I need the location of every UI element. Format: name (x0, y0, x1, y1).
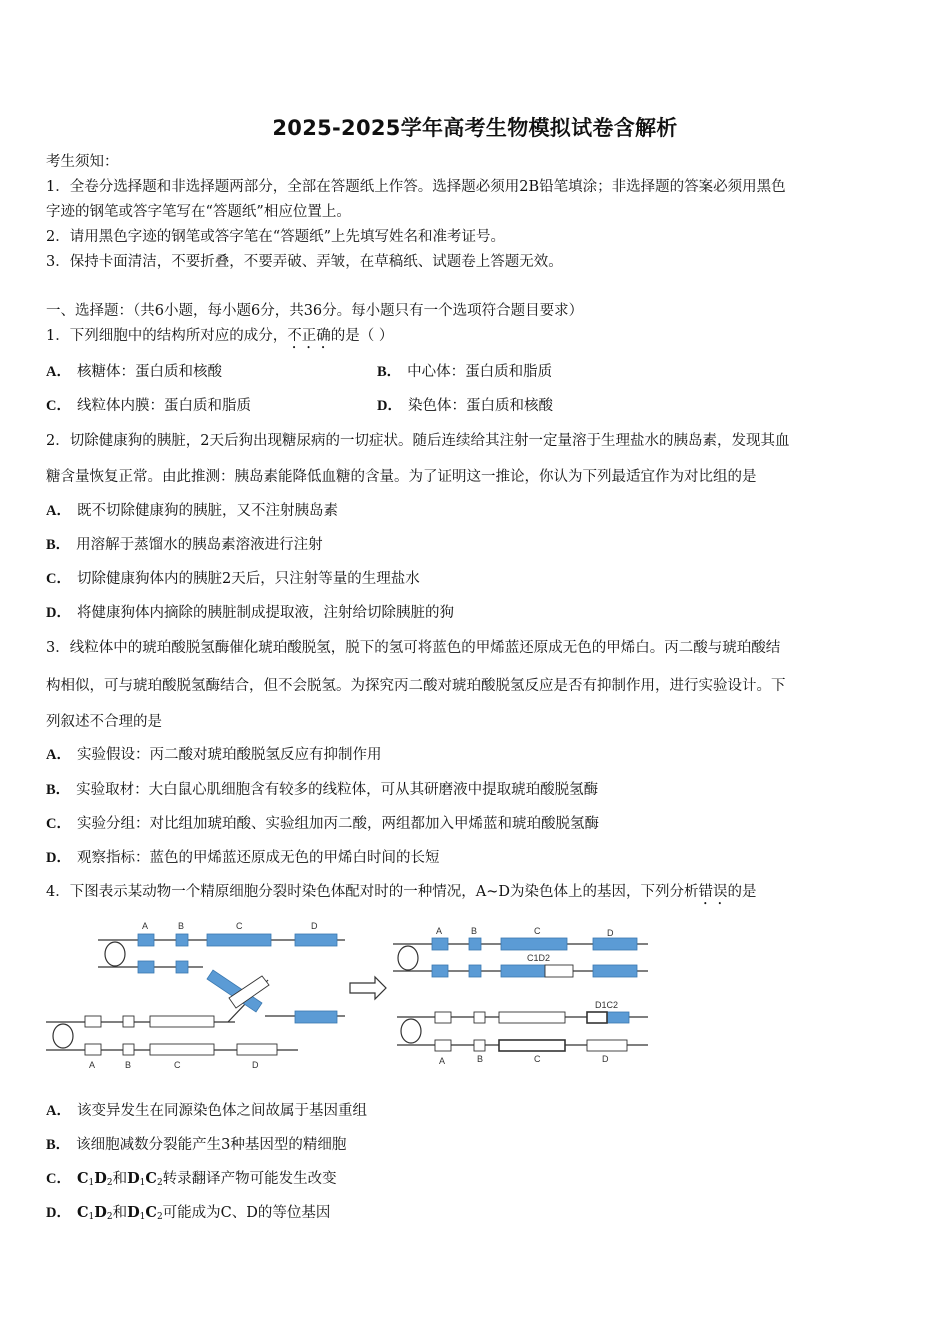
svg-text:C1D2: C1D2 (527, 953, 551, 963)
svg-text:D: D (311, 921, 318, 931)
q2-option-a[interactable]: A． 既不切除健康狗的胰脏，又不注射胰岛素 (46, 503, 338, 519)
svg-text:B: B (178, 921, 185, 931)
gene-block-outline (85, 976, 277, 1055)
notice-heading: 考生须知： (46, 154, 119, 170)
emphasis-text: 错误 (698, 884, 728, 900)
svg-text:D1C2: D1C2 (595, 1000, 619, 1010)
q1-option-b[interactable]: B． 中心体：蛋白质和脂质 (377, 364, 553, 380)
svg-text:A: A (439, 1056, 446, 1066)
q2-option-b[interactable]: B． 用溶解于蒸馏水的胰岛素溶液进行注射 (46, 537, 323, 553)
svg-text:A: A (142, 921, 149, 931)
notice-item: 字迹的钢笔或答字笔写在“答题纸”相应位置上。 (46, 204, 351, 220)
q4-option-a[interactable]: A． 该变异发生在同源染色体之间故属于基因重组 (46, 1103, 367, 1119)
svg-text:C: C (236, 921, 243, 931)
q3-option-c[interactable]: C． 实验分组：对比组加琥珀酸、实验组加丙二酸，两组都加入甲烯蓝和琥珀酸脱氢酶 (46, 816, 599, 832)
svg-text:C: C (534, 1054, 541, 1064)
q1-option-a[interactable]: A． 核糖体：蛋白质和核酸 (46, 364, 222, 380)
question-2-stem: 糖含量恢复正常。由此推测：胰岛素能降低血糖的含量。为了证明这一推论，你认为下列最适宜作为对比组的是 (46, 469, 757, 485)
question-4-stem: 4．下图表示某动物一个精原细胞分裂时染色体配对时的一种情况，A~D为染色体上的基因，下列分析错误的是 (46, 884, 757, 900)
svg-text:D: D (607, 928, 614, 938)
question-2-stem: 2．切除健康狗的胰脏，2天后狗出现糖尿病的一切症状。随后连续给其注射一定量溶于生理盐水的胰岛素，发现其血 (46, 433, 790, 449)
q2-option-d[interactable]: D． 将健康狗体内摘除的胰脏制成提取液，注射给切除胰脏的狗 (46, 605, 454, 621)
q4-option-d[interactable]: D． $C_1D_2$和$D_1C_2$可能成为C、D的等位基因 (46, 1204, 331, 1222)
gene-block (138, 934, 337, 1023)
page-title: 2025-2025学年高考生物模拟试卷含解析 (272, 116, 678, 140)
question-3-stem: 列叙述不合理的是 (46, 714, 162, 730)
q1-option-d[interactable]: D． 染色体：蛋白质和核酸 (377, 398, 553, 414)
q2-option-c[interactable]: C． 切除健康狗体内的胰脏2天后，只注射等量的生理盐水 (46, 571, 420, 587)
svg-text:D: D (602, 1054, 609, 1064)
svg-text:B: B (477, 1054, 484, 1064)
notice-item: 2．请用黑色字迹的钢笔或答字笔在“答题纸”上先填写姓名和准考证号。 (46, 229, 506, 245)
svg-text:D: D (252, 1060, 259, 1070)
gene-block (432, 938, 637, 1023)
chromosome-pairing-figure (0, 915, 950, 1075)
q3-option-a[interactable]: A． 实验假设：丙二酸对琥珀酸脱氢反应有抑制作用 (46, 747, 382, 763)
svg-text:C: C (174, 1060, 181, 1070)
question-1-stem: 1．下列细胞中的结构所对应的成分，不正确的是（ ） (46, 328, 394, 344)
emphasis-text: 不正确 (287, 328, 331, 344)
question-3-stem: 3．线粒体中的琥珀酸脱氢酶催化琥珀酸脱氢，脱下的氢可将蓝色的甲烯蓝还原成无色的甲烯白。丙二酸与琥珀酸结 (46, 640, 781, 656)
q3-option-d[interactable]: D． 观察指标：蓝色的甲烯蓝还原成无色的甲烯白时间的长短 (46, 850, 440, 866)
svg-text:C: C (534, 926, 541, 936)
svg-text:A: A (89, 1060, 96, 1070)
q3-option-b[interactable]: B． 实验取材：大白鼠心肌细胞含有较多的线粒体，可从其研磨液中提取琥珀酸脱氢酶 (46, 782, 599, 798)
svg-text:B: B (125, 1060, 132, 1070)
svg-text:B: B (471, 926, 478, 936)
q1-option-c[interactable]: C． 线粒体内膜：蛋白质和脂质 (46, 398, 251, 414)
notice-item: 3．保持卡面清洁，不要折叠，不要弄破、弄皱，在草稿纸、试题卷上答题无效。 (46, 254, 563, 270)
svg-text:A: A (436, 926, 443, 936)
q4-option-c[interactable]: C． $C_1D_2$和$D_1C_2$转录翻译产物可能发生改变 (46, 1170, 337, 1188)
section-heading: 一、选择题：（共6小题，每小题6分，共36分。每小题只有一个选项符合题目要求） (46, 303, 584, 319)
notice-item: 1．全卷分选择题和非选择题两部分，全部在答题纸上作答。选择题必须用2B铅笔填涂；非选择题的答案必须用黑色 (46, 179, 786, 195)
question-3-stem: 构相似，可与琥珀酸脱氢酶结合，但不会脱氢。为探究丙二酸对琥珀酸脱氢反应是否有抑制作用，进行实验设计。下 (46, 678, 786, 694)
q4-option-b[interactable]: B． 该细胞减数分裂能产生3种基因型的精细胞 (46, 1137, 347, 1153)
